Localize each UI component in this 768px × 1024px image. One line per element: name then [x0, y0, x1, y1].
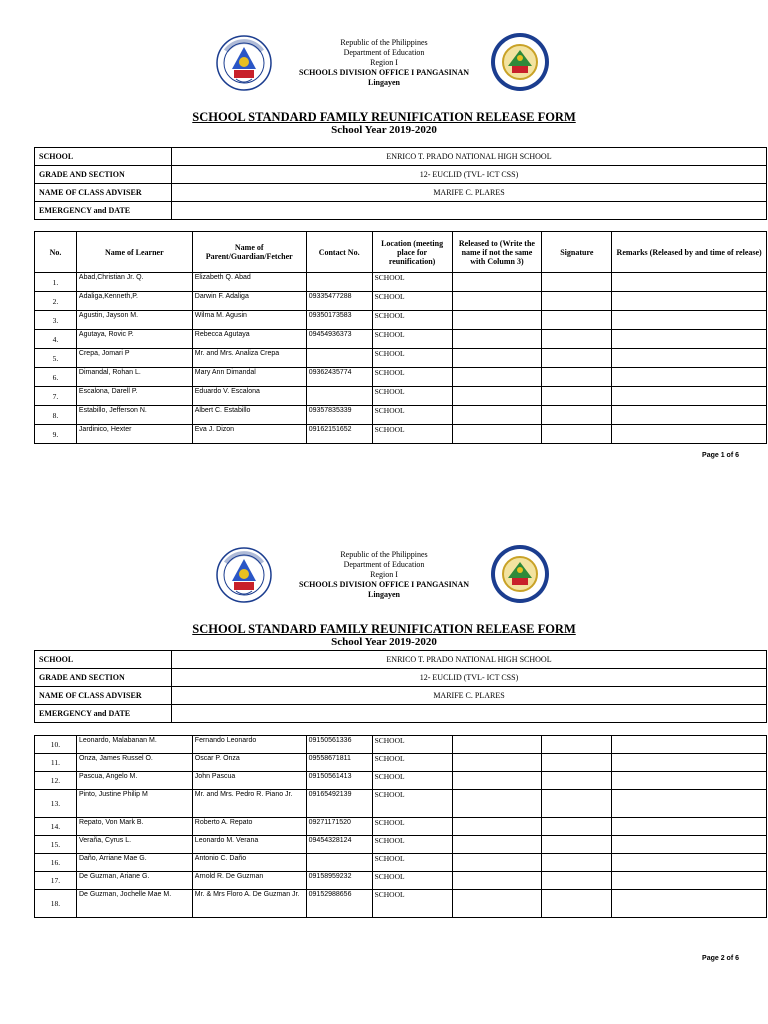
learner-name: Adaliga,Kenneth,P.	[76, 292, 192, 311]
table-row	[35, 311, 767, 330]
signature-cell	[542, 311, 612, 330]
learner-name: Dimandal, Rohan L.	[76, 368, 192, 387]
remarks-cell	[612, 790, 767, 818]
parent-name: Darwin F. Adaliga	[192, 292, 306, 311]
row-number: 11.	[35, 754, 77, 772]
released-to-cell	[452, 736, 542, 754]
contact-number: 09150561336	[306, 736, 372, 754]
signature-cell	[542, 387, 612, 406]
col-contact: Contact No.	[306, 232, 372, 273]
page-number: Page 1 of 6	[702, 452, 739, 459]
parent-name: Arnold R. De Guzman	[192, 872, 306, 890]
contact-number: 09357835339	[306, 406, 372, 425]
learner-name: Repato, Von Mark B.	[76, 818, 192, 836]
learner-name: De Guzman, Ariane G.	[76, 872, 192, 890]
row-number: 9.	[35, 425, 77, 444]
released-to-cell	[452, 368, 542, 387]
sdo-seal-logo	[490, 32, 550, 92]
letterhead-region: Region I	[370, 58, 398, 67]
location: SCHOOL	[372, 754, 452, 772]
school-label: SCHOOL	[35, 148, 172, 166]
signature-cell	[542, 890, 612, 918]
remarks-cell	[612, 368, 767, 387]
letterhead-republic: Republic of the Philippines	[340, 550, 428, 559]
parent-name: Oscar P. Onza	[192, 754, 306, 772]
contact-number: 09150561413	[306, 772, 372, 790]
signature-cell	[542, 854, 612, 872]
parent-name: Eduardo V. Escalona	[192, 387, 306, 406]
col-parent: Name of Parent/Guardian/Fetcher	[192, 232, 306, 273]
contact-number: 09362435774	[306, 368, 372, 387]
letterhead	[270, 550, 498, 600]
released-to-cell	[452, 890, 542, 918]
parent-name: Roberto A. Repato	[192, 818, 306, 836]
letterhead-department: Department of Education	[343, 560, 425, 569]
contact-number: 09454328124	[306, 836, 372, 854]
contact-number: 09335477288	[306, 292, 372, 311]
signature-cell	[542, 818, 612, 836]
parent-name: Albert C. Estabillo	[192, 406, 306, 425]
table-row	[35, 754, 767, 772]
adviser-label: NAME OF CLASS ADVISER	[35, 184, 172, 202]
location: SCHOOL	[372, 836, 452, 854]
learner-name: De Guzman, Jochelle Mae M.	[76, 890, 192, 918]
row-number: 2.	[35, 292, 77, 311]
released-to-cell	[452, 292, 542, 311]
letterhead-republic: Republic of the Philippines	[340, 38, 428, 47]
learner-name: Leonardo, Malabanan M.	[76, 736, 192, 754]
row-number: 5.	[35, 349, 77, 368]
learner-name: Pinto, Justine Philip M	[76, 790, 192, 818]
learners-table-body	[35, 273, 767, 444]
letterhead-region: Region I	[370, 570, 398, 579]
table-row	[35, 425, 767, 444]
parent-name: Mr. and Mrs. Pedro R. Piano Jr.	[192, 790, 306, 818]
col-released: Released to (Write the name if not the same with Column 3)	[452, 232, 542, 273]
table-row	[35, 387, 767, 406]
parent-name: Wilma M. Agusin	[192, 311, 306, 330]
remarks-cell	[612, 772, 767, 790]
school-label: SCHOOL	[35, 651, 172, 669]
letterhead-division: SCHOOLS DIVISION OFFICE I PANGASINAN	[298, 580, 470, 589]
contact-number	[306, 387, 372, 406]
row-number: 3.	[35, 311, 77, 330]
form-title: SCHOOL STANDARD FAMILY REUNIFICATION RELEASE FORM	[192, 110, 576, 124]
signature-cell	[542, 349, 612, 368]
emergency-value	[172, 705, 767, 723]
page-number: Page 2 of 6	[702, 955, 739, 962]
parent-name: Elizabeth Q. Abad	[192, 273, 306, 292]
table-row	[35, 368, 767, 387]
adviser-value: MARIFE C. PLARES	[172, 687, 767, 705]
table-row	[35, 292, 767, 311]
location: SCHOOL	[372, 330, 452, 349]
row-number: 17.	[35, 872, 77, 890]
school-year: School Year 2019-2020	[331, 124, 437, 136]
adviser-value: MARIFE C. PLARES	[172, 184, 767, 202]
signature-cell	[542, 425, 612, 444]
parent-name: Leonardo M. Verana	[192, 836, 306, 854]
remarks-cell	[612, 406, 767, 425]
released-to-cell	[452, 754, 542, 772]
learner-name: Agustin, Jayson M.	[76, 311, 192, 330]
remarks-cell	[612, 387, 767, 406]
school-info-table	[34, 147, 767, 220]
contact-number	[306, 273, 372, 292]
released-to-cell	[452, 854, 542, 872]
location: SCHOOL	[372, 349, 452, 368]
table-row	[35, 890, 767, 918]
contact-number: 09350173583	[306, 311, 372, 330]
location: SCHOOL	[372, 736, 452, 754]
signature-cell	[542, 368, 612, 387]
signature-cell	[542, 330, 612, 349]
row-number: 14.	[35, 818, 77, 836]
contact-number: 09165492139	[306, 790, 372, 818]
contact-number	[306, 854, 372, 872]
row-number: 15.	[35, 836, 77, 854]
contact-number: 09558671811	[306, 754, 372, 772]
remarks-cell	[612, 425, 767, 444]
letterhead	[270, 38, 498, 88]
parent-name: Eva J. Dizon	[192, 425, 306, 444]
row-number: 6.	[35, 368, 77, 387]
row-number: 4.	[35, 330, 77, 349]
row-number: 7.	[35, 387, 77, 406]
learners-table	[34, 231, 767, 444]
table-row	[35, 772, 767, 790]
parent-name: Fernando Leonardo	[192, 736, 306, 754]
letterhead-department: Department of Education	[343, 48, 425, 57]
row-number: 13.	[35, 790, 77, 818]
signature-cell	[542, 292, 612, 311]
table-row	[35, 349, 767, 368]
location: SCHOOL	[372, 273, 452, 292]
row-number: 18.	[35, 890, 77, 918]
contact-number: 09152988656	[306, 890, 372, 918]
school-value: ENRICO T. PRADO NATIONAL HIGH SCHOOL	[172, 651, 767, 669]
learner-name: Jardinico, Hexter	[76, 425, 192, 444]
signature-cell	[542, 406, 612, 425]
letterhead-city: Lingayen	[367, 78, 400, 87]
table-row	[35, 818, 767, 836]
row-number: 1.	[35, 273, 77, 292]
location: SCHOOL	[372, 387, 452, 406]
table-row	[35, 273, 767, 292]
remarks-cell	[612, 836, 767, 854]
remarks-cell	[612, 349, 767, 368]
school-value: ENRICO T. PRADO NATIONAL HIGH SCHOOL	[172, 148, 767, 166]
col-no: No.	[35, 232, 77, 273]
remarks-cell	[612, 311, 767, 330]
learner-name: Estabillo, Jefferson N.	[76, 406, 192, 425]
location: SCHOOL	[372, 425, 452, 444]
learners-table-body	[35, 736, 767, 918]
parent-name: Mr. and Mrs. Analiza Crepa	[192, 349, 306, 368]
learners-table	[34, 735, 767, 918]
form-page-2	[0, 512, 768, 1024]
remarks-cell	[612, 818, 767, 836]
signature-cell	[542, 273, 612, 292]
adviser-label: NAME OF CLASS ADVISER	[35, 687, 172, 705]
location: SCHOOL	[372, 292, 452, 311]
parent-name: John Pascua	[192, 772, 306, 790]
remarks-cell	[612, 736, 767, 754]
learner-name: Onza, James Russel O.	[76, 754, 192, 772]
contact-number: 09162151652	[306, 425, 372, 444]
remarks-cell	[612, 854, 767, 872]
signature-cell	[542, 736, 612, 754]
emergency-label: EMERGENCY and DATE	[35, 202, 172, 220]
form-title: SCHOOL STANDARD FAMILY REUNIFICATION RELEASE FORM	[192, 622, 576, 636]
location: SCHOOL	[372, 890, 452, 918]
location: SCHOOL	[372, 368, 452, 387]
location: SCHOOL	[372, 311, 452, 330]
grade-label: GRADE AND SECTION	[35, 669, 172, 687]
table-row	[35, 872, 767, 890]
table-row	[35, 736, 767, 754]
col-signature: Signature	[542, 232, 612, 273]
released-to-cell	[452, 818, 542, 836]
released-to-cell	[452, 836, 542, 854]
location: SCHOOL	[372, 818, 452, 836]
signature-cell	[542, 772, 612, 790]
released-to-cell	[452, 406, 542, 425]
location: SCHOOL	[372, 406, 452, 425]
remarks-cell	[612, 292, 767, 311]
remarks-cell	[612, 890, 767, 918]
row-number: 10.	[35, 736, 77, 754]
parent-name: Antonio C. Daño	[192, 854, 306, 872]
table-row	[35, 790, 767, 818]
learner-name: Escalona, Darell P.	[76, 387, 192, 406]
remarks-cell	[612, 330, 767, 349]
signature-cell	[542, 872, 612, 890]
released-to-cell	[452, 772, 542, 790]
grade-label: GRADE AND SECTION	[35, 166, 172, 184]
table-row	[35, 836, 767, 854]
letterhead-city: Lingayen	[367, 590, 400, 599]
released-to-cell	[452, 311, 542, 330]
deped-seal-logo	[216, 35, 272, 91]
released-to-cell	[452, 349, 542, 368]
learner-name: Crepa, Jomari P	[76, 349, 192, 368]
table-row	[35, 406, 767, 425]
parent-name: Rebecca Agutaya	[192, 330, 306, 349]
released-to-cell	[452, 790, 542, 818]
emergency-label: EMERGENCY and DATE	[35, 705, 172, 723]
signature-cell	[542, 790, 612, 818]
location: SCHOOL	[372, 872, 452, 890]
learner-name: Daño, Arriane Mae G.	[76, 854, 192, 872]
deped-seal-logo	[216, 547, 272, 603]
remarks-cell	[612, 872, 767, 890]
released-to-cell	[452, 425, 542, 444]
col-remarks: Remarks (Released by and time of release)	[612, 232, 767, 273]
contact-number	[306, 349, 372, 368]
row-number: 12.	[35, 772, 77, 790]
released-to-cell	[452, 273, 542, 292]
released-to-cell	[452, 387, 542, 406]
emergency-value	[172, 202, 767, 220]
grade-value: 12- EUCLID (TVL- ICT CSS)	[172, 166, 767, 184]
location: SCHOOL	[372, 854, 452, 872]
released-to-cell	[452, 872, 542, 890]
row-number: 16.	[35, 854, 77, 872]
contact-number: 09454936373	[306, 330, 372, 349]
remarks-cell	[612, 754, 767, 772]
learner-name: Pascua, Angelo M.	[76, 772, 192, 790]
location: SCHOOL	[372, 772, 452, 790]
sdo-seal-logo	[490, 544, 550, 604]
letterhead-division: SCHOOLS DIVISION OFFICE I PANGASINAN	[298, 68, 470, 77]
table-row	[35, 330, 767, 349]
signature-cell	[542, 754, 612, 772]
learner-name: Veraña, Cyrus L.	[76, 836, 192, 854]
learner-name: Abad,Christian Jr. Q.	[76, 273, 192, 292]
signature-cell	[542, 836, 612, 854]
contact-number: 09158959232	[306, 872, 372, 890]
remarks-cell	[612, 273, 767, 292]
grade-value: 12- EUCLID (TVL- ICT CSS)	[172, 669, 767, 687]
parent-name: Mary Ann Dimandal	[192, 368, 306, 387]
col-location: Location (meeting place for reunification)	[372, 232, 452, 273]
row-number: 8.	[35, 406, 77, 425]
contact-number: 09271171520	[306, 818, 372, 836]
location: SCHOOL	[372, 790, 452, 818]
parent-name: Mr. & Mrs Floro A. De Guzman Jr.	[192, 890, 306, 918]
learner-name: Agutaya, Rovic P.	[76, 330, 192, 349]
col-learner: Name of Learner	[76, 232, 192, 273]
table-row	[35, 854, 767, 872]
released-to-cell	[452, 330, 542, 349]
school-info-table	[34, 650, 767, 723]
school-year: School Year 2019-2020	[331, 636, 437, 648]
